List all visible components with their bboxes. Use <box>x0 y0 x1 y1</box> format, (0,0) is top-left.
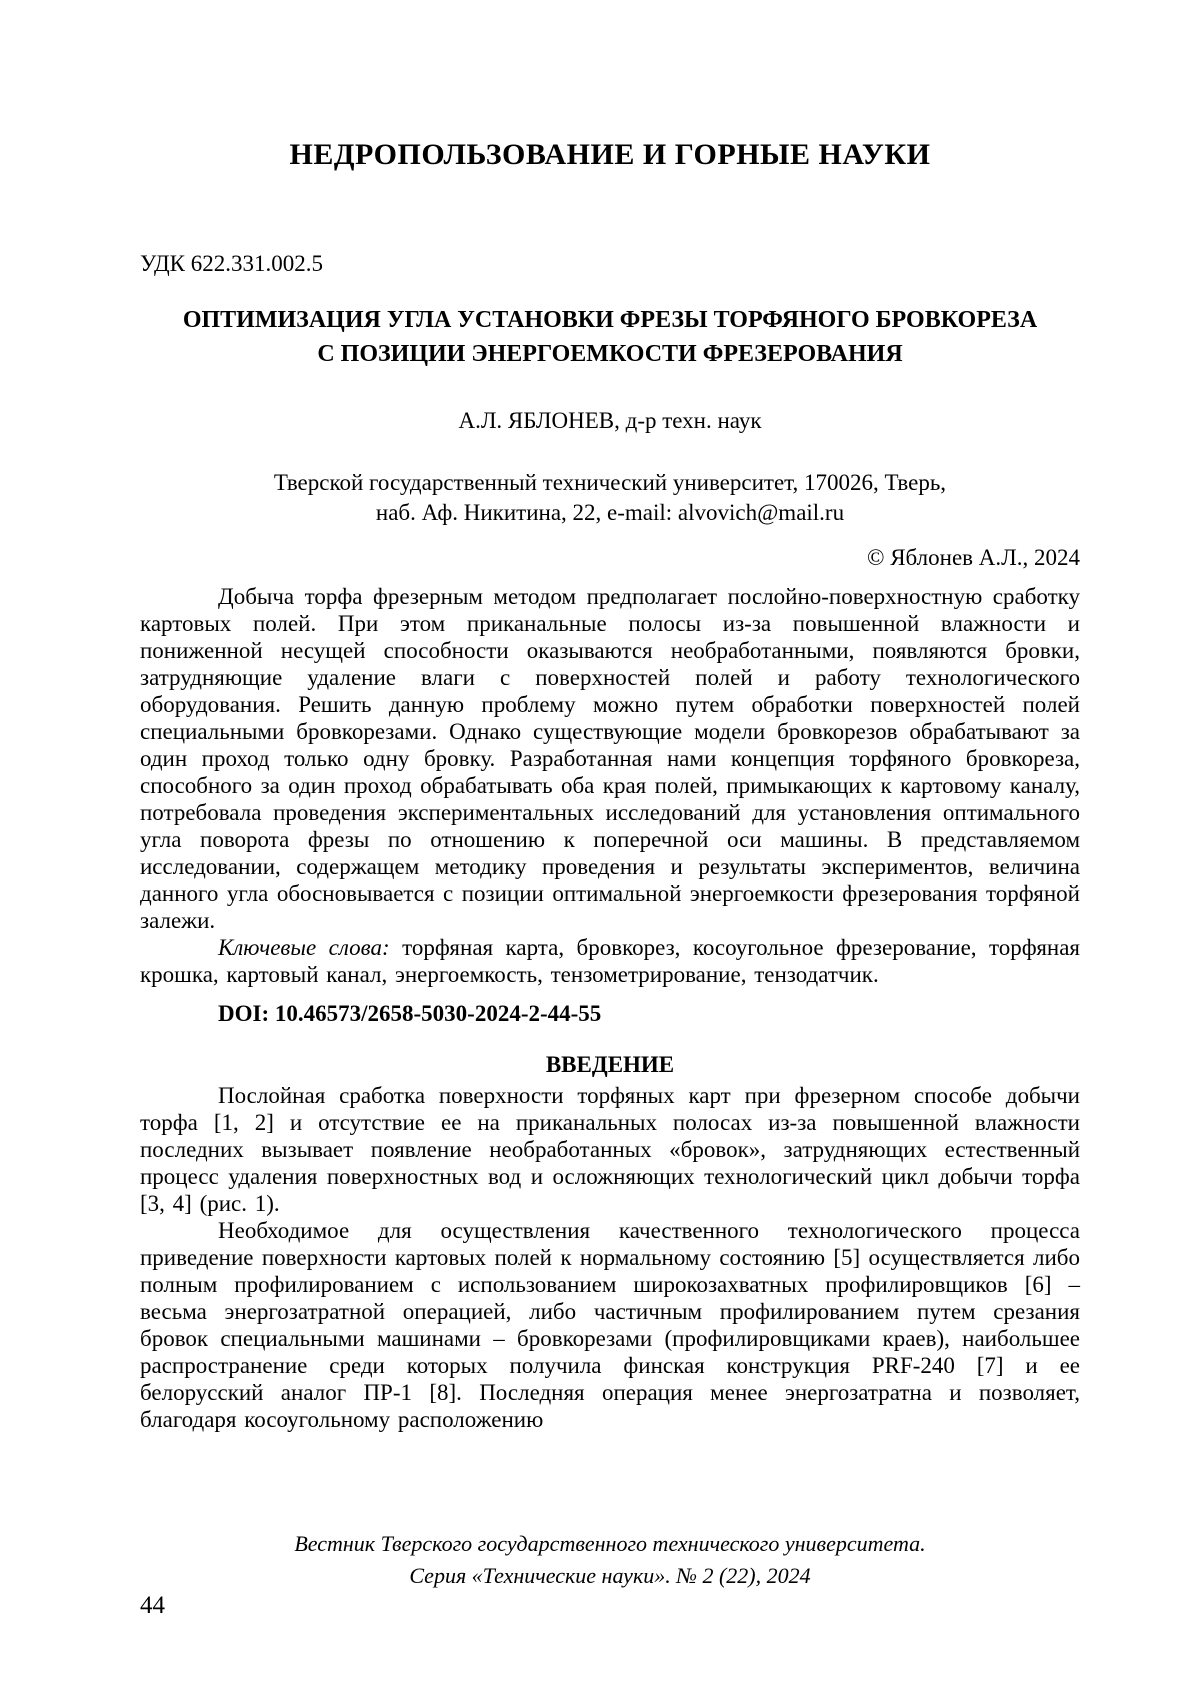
author-line: А.Л. ЯБЛОНЕВ, д-р техн. наук <box>458 408 762 433</box>
copyright-notice: © Яблонев А.Л., 2024 <box>866 545 1080 570</box>
journal-footer <box>140 1528 1080 1592</box>
abstract-paragraph: Добыча торфа фрезерным методом предполагает послойно-поверхностную сработку картовых полей. При этом приканальные полосы из-за повышенной влажности и пониженной несущей способности оказываются необработанными, появляются бровки, затрудняющие удаление влаги с поверхностей полей и работу технологического оборудования. Решить данную проблему можно путем обработки поверхностей полей специальными бровкорезами. Однако существующие модели бровкорезов обрабатывают за один проход только одну бровку. Разработанная нами концепция торфяного бровкореза, способного за один проход обрабатывать оба края полей, примыкающих к картовому каналу, потребовала проведения экспериментальных исследований для установления оптимального угла поворота фрезы по отношению к поперечной оси машины. В представляемом исследовании, содержащем методику проведения и результаты экспериментов, величина данного угла обосновывается с позиции оптимальной энергоемкости фрезерования торфяной залежи. <box>140 584 1080 933</box>
article-title-line-1: ОПТИМИЗАЦИЯ УГЛА УСТАНОВКИ ФРЕЗЫ ТОРФЯНОГО БРОВКОРЕЗА <box>182 307 1038 333</box>
affiliation <box>140 468 1080 528</box>
affiliation-line-1: Тверской государственный технический университет, 170026, Тверь, <box>273 470 947 495</box>
article-title <box>140 303 1080 371</box>
journal-section-header: НЕДРОПОЛЬЗОВАНИЕ И ГОРНЫЕ НАУКИ <box>289 138 931 171</box>
footer-line-1: Вестник Тверского государственного технического университета. <box>294 1531 926 1556</box>
keywords-paragraph <box>140 934 1080 988</box>
keywords-label: Ключевые слова: <box>218 935 390 960</box>
introduction-heading: ВВЕДЕНИЕ <box>545 1052 675 1077</box>
introduction-paragraph-2: Необходимое для осуществления качественного технологического процесса приведение поверхности картовых полей к нормальному состоянию [5] осуществляется либо полным профилированием с использованием широкозахватных профилировщиков [6] – весьма энергозатратной операцией, либо частичным профилированием путем срезания бровок специальными машинами – бровкорезами (профилировщиками краев), наибольшее распространение среди которых получила финская конструкция PRF-240 [7] и ее белорусский аналог ПР-1 [8]. Последняя операция менее энергозатратна и позволяет, благодаря косоугольному расположению <box>140 1218 1080 1432</box>
article-title-line-2: С ПОЗИЦИИ ЭНЕРГОЕМКОСТИ ФРЕЗЕРОВАНИЯ <box>317 341 903 367</box>
doi-line: DOI: 10.46573/2658-5030-2024-2-44-55 <box>218 1001 602 1026</box>
introduction-paragraph-1: Послойная сработка поверхности торфяных карт при фрезерном способе добычи торфа [1, 2] и отсутствие ее на приканальных полосах из-за повышенной влажности последних вызывает появление необработанных «бровок», затрудняющих естественный процесс удаления поверхностных вод и осложняющих технологический цикл добычи торфа [3, 4] (рис. 1). <box>140 1083 1080 1216</box>
udc-code: УДК 622.331.002.5 <box>140 251 323 276</box>
page-number: 44 <box>140 1592 165 1619</box>
footer-line-2: Серия «Технические науки». № 2 (22), 2024 <box>409 1563 811 1588</box>
affiliation-line-2: наб. Аф. Никитина, 22, e-mail: alvovich@mail.ru <box>375 500 845 525</box>
keywords-list: торфяная карта, бровкорез, косоугольное фрезерование, торфяная крошка, картовый канал, энергоемкость, тензометрирование, тензодатчик. <box>140 935 1081 987</box>
